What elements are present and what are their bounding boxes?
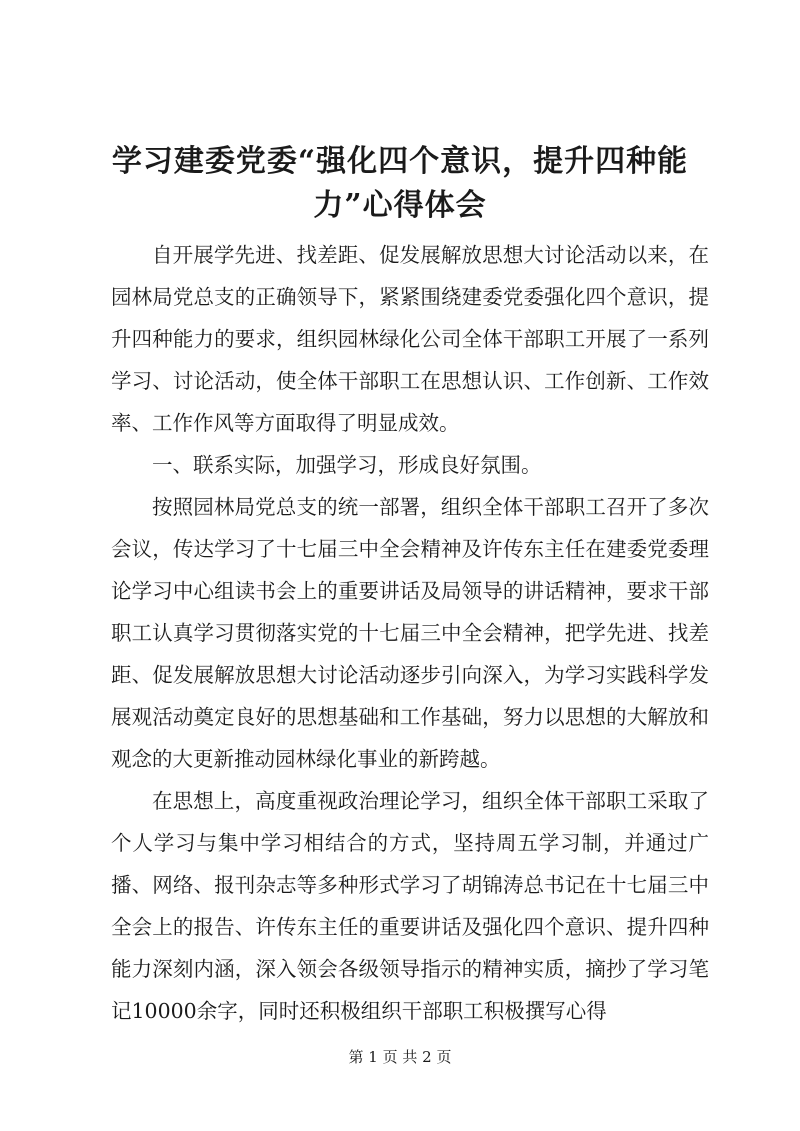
section-heading: 一、联系实际，加强学习，形成良好氛围。 <box>152 453 542 477</box>
page-footer: 第 1 页 共 2 页 <box>348 1048 452 1066</box>
paragraph-intro: 自开展学先进、找差距、促发展解放思想大讨论活动以来，在园林局党总支的正确领导下，紧紧围绕建委党委强化四个意识，提升四种能力的要求，组织园林绿化公司全体干部职工开展了一系列学习、讨论活动，使全体干部职工在思想认识、工作创新、工作效率、工作作风等方面取得了明显成效。 <box>111 243 709 435</box>
document-body <box>111 234 709 1032</box>
document-title <box>100 140 700 228</box>
paragraph-thinking: 在思想上，高度重视政治理论学习，组织全体干部职工采取了个人学习与集中学习相结合的方式，坚持周五学习制，并通过广播、网络、报刊杂志等多种形式学习了胡锦涛总书记在十七届三中全会上的报告、许传东主任的重要讲话及强化四个意识、提升四种能力深刻内涵，深入领会各级领导指示的精神实质，摘抄了学习笔记10000余字，同时还积极组织干部职工积极撰写心得 <box>111 789 709 1023</box>
paragraph-arrangement: 按照园林局党总支的统一部署，组织全体干部职工召开了多次会议，传达学习了十七届三中全会精神及许传东主任在建委党委理论学习中心组读书会上的重要讲话及局领导的讲话精神，要求干部职工认真学习贯彻落实党的十七届三中全会精神，把学先进、找差距、促发展解放思想大讨论活动逐步引向深入，为学习实践科学发展观活动奠定良好的思想基础和工作基础，努力以思想的大解放和观念的大更新推动园林绿化事业的新跨越。 <box>111 495 709 771</box>
title-line-1: 学习建委党委“强化四个意识，提升四种能 <box>111 144 689 179</box>
title-line-2: 力”心得体会 <box>313 188 487 223</box>
